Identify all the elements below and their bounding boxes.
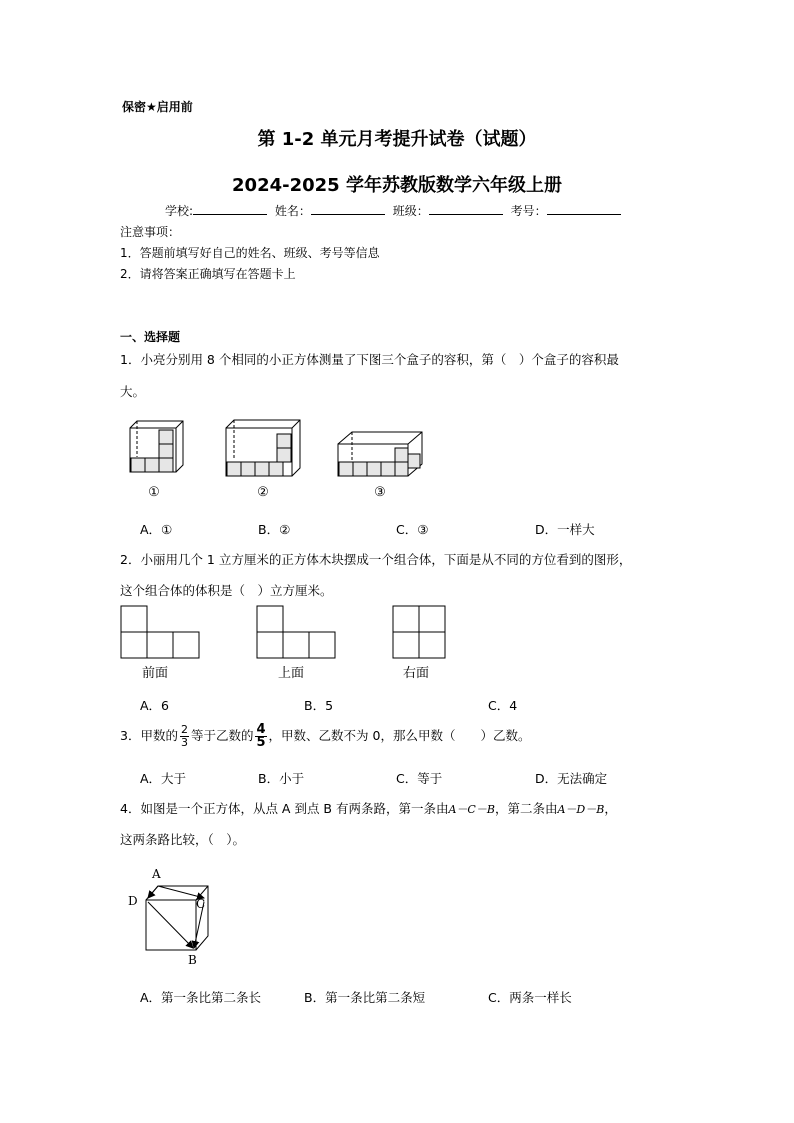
confidential-mark: 保密★启用前 [122,100,193,114]
question-4-line-1 [120,799,680,820]
q2-option-a[interactable]: A．6 [140,698,170,713]
box-2 [226,420,300,476]
top-view [257,606,335,658]
name-label: 姓名： [274,204,311,218]
point-c-label: C [196,897,206,911]
view-label-right: 右面 [403,666,430,681]
question-1-line-2: 大。 [120,384,146,399]
box-3 [338,432,422,476]
view-label-top: 上面 [278,666,305,681]
q4-text-c: ， [604,801,617,816]
point-d-label: D [128,894,138,908]
question-3 [120,724,680,749]
q4-option-b[interactable]: B．第一条比第二条短 [304,990,426,1005]
fig-label-2: ② [257,485,269,500]
student-info-row [165,202,625,219]
fig-label-1: ① [148,485,160,500]
q3-text-c: ，甲数、乙数不为 0，那么甲数（ ）乙数。 [268,728,531,743]
q1-option-d[interactable]: D．一样大 [535,522,595,537]
fig-label-3: ③ [374,485,386,500]
front-view [121,606,199,658]
name-blank[interactable] [311,202,385,215]
section-title: 一、选择题 [120,330,181,344]
q2-option-b[interactable]: B．5 [304,698,334,713]
view-label-front: 前面 [142,666,169,681]
q1-option-a[interactable]: A．① [140,522,173,537]
question-2-line-2: 这个组合体的体积是（ ）立方厘米。 [120,583,333,598]
q3-text-b: 等于乙数的 [190,728,254,743]
frac2-numerator: 4 [256,722,266,737]
q4-text-a: 4．如图是一个正方体，从点 A 到点 B 有两条路，第一条由 [120,801,449,816]
q2-views-figure [118,604,458,662]
exam-title: 第 1-2 单元月考提升试卷（试题） [257,129,537,150]
point-a-label: A [152,867,161,881]
q4-option-a[interactable]: A．第一条比第二条长 [140,990,262,1005]
class-label: 班级： [392,204,429,218]
q3-option-c[interactable]: C．等于 [396,771,443,786]
question-4-line-2: 这两条路比较，（ ）。 [120,832,246,847]
q1-boxes-figure [120,412,440,502]
q3-option-b[interactable]: B．小于 [258,771,305,786]
frac1-denominator: 3 [180,736,188,749]
exam-number-blank[interactable] [547,202,621,215]
right-view [393,606,445,658]
q4-text-b: ，第二条由 [494,801,558,816]
q2-option-c[interactable]: C．4 [488,698,518,713]
note-item-1: 1．答题前填写好自己的姓名、班级、考号等信息 [120,246,380,260]
q1-option-b[interactable]: B．② [258,522,291,537]
notes-heading: 注意事项： [120,225,181,239]
fraction-four-fifths [255,724,266,749]
q3-text-a: 3．甲数的 [120,728,178,743]
class-blank[interactable] [429,202,503,215]
fraction-two-thirds [180,724,189,749]
school-label: 学校: [165,204,194,218]
q3-option-a[interactable]: A．大于 [140,771,187,786]
q4-path-1: A－C－B [448,803,495,816]
q1-option-c[interactable]: C．③ [396,522,429,537]
exam-number-label: 考号： [510,204,547,218]
q4-option-c[interactable]: C．两条一样长 [488,990,572,1005]
box-1 [130,421,183,472]
question-1-line-1: 1．小亮分别用 8 个相同的小正方体测量了下图三个盒子的容积，第（ ）个盒子的容积最 [120,352,619,367]
exam-subtitle: 2024-2025 学年苏教版数学六年级上册 [232,175,562,196]
q4-path-2: A－D－B [557,803,605,816]
question-2-line-1: 2．小丽用几个 1 立方厘米的正方体木块摆成一个组合体，下面是从不同的方位看到的图形， [120,552,632,567]
q3-option-d[interactable]: D．无法确定 [535,771,608,786]
q4-cube-figure [120,862,230,972]
school-blank[interactable] [193,202,267,215]
frac1-numerator: 2 [180,723,188,736]
point-b-label: B [188,953,197,967]
note-item-2: 2．请将答案正确填写在答题卡上 [120,267,296,281]
frac2-denominator: 5 [256,735,266,750]
